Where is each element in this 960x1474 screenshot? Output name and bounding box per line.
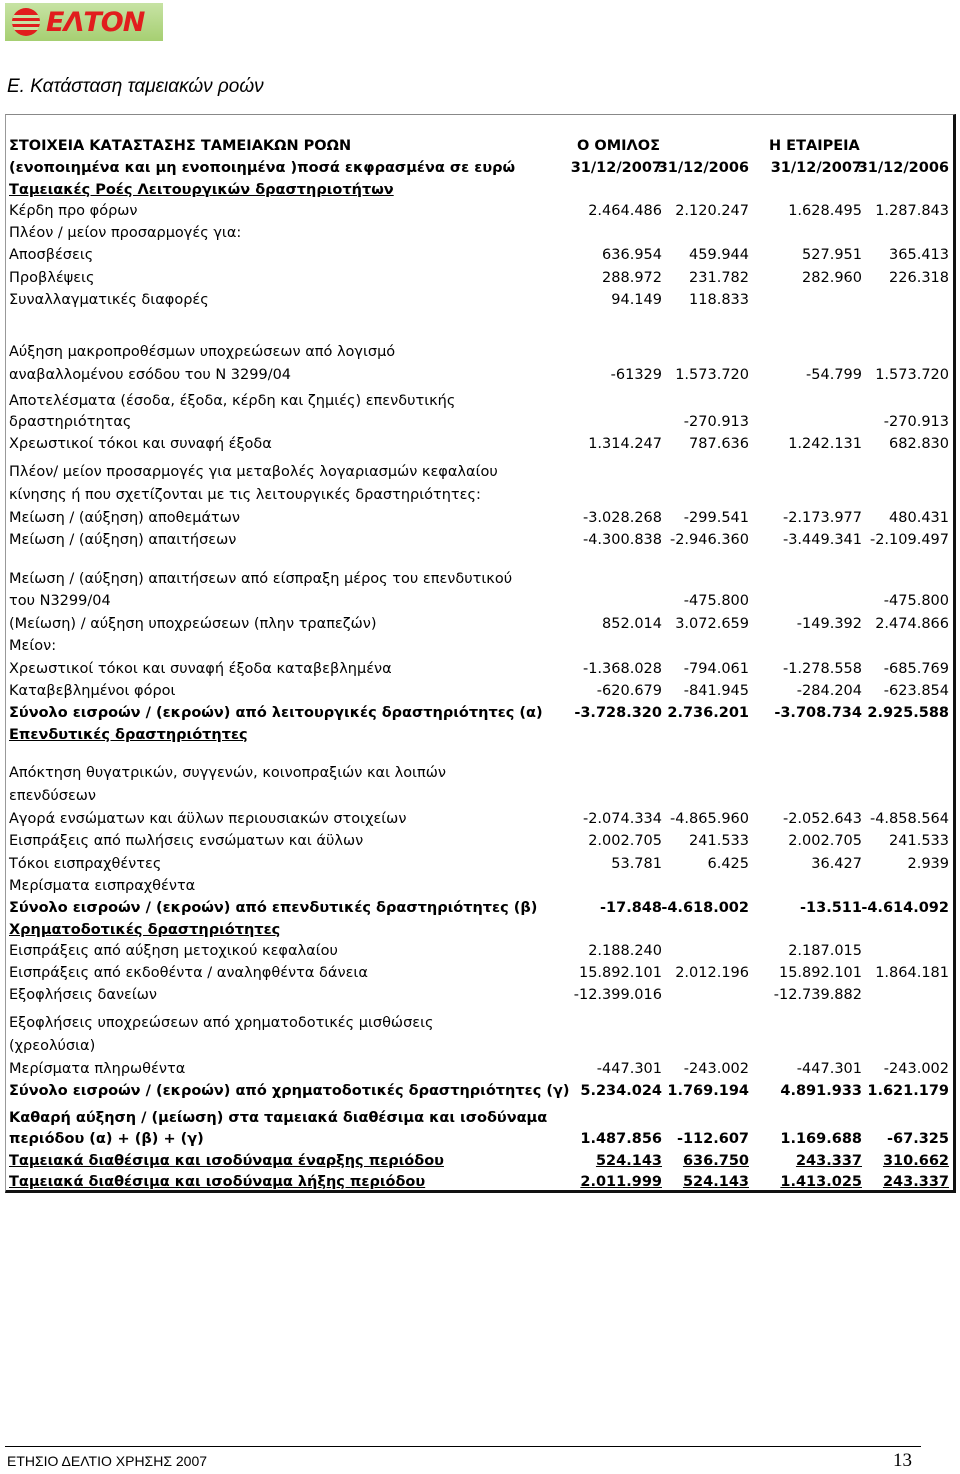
row-label: Ταμειακές Ροές Λειτουργικών δραστηριοτήτων: [9, 182, 394, 198]
table-subtitle: (ενοποιημένα και μη ενοποιημένα )ποσά εκφρασμένα σε ευρώ: [9, 160, 516, 176]
table-row: [6, 1107, 951, 1129]
row-label: Εισπράξεις από πωλήσεις ενσώματων και άϋλων: [9, 833, 364, 849]
page-number: 13: [893, 1450, 912, 1471]
row-value: -475.800: [883, 593, 949, 609]
table-row: [6, 364, 951, 386]
row-value: -794.061: [683, 661, 749, 677]
footer-title: ΕΤΗΣΙΟ ΔΕΛΤΙΟ ΧΡΗΣΗΣ 2007: [7, 1453, 208, 1469]
row-value: -841.945: [683, 683, 749, 699]
row-label: Εισπράξεις από αύξηση μετοχικού κεφαλαίου: [9, 943, 338, 959]
row-value: 2.120.247: [675, 203, 749, 219]
row-value: 36.427: [811, 856, 862, 872]
row-label: Μείωση / (αύξηση) απαιτήσεων: [9, 532, 237, 548]
table-row: [6, 200, 951, 222]
table-row: [6, 875, 951, 897]
row-value: 1.769.194: [667, 1083, 749, 1099]
row-value: 1.573.720: [875, 367, 949, 383]
row-value: 243.337: [882, 1174, 949, 1190]
row-value: -620.679: [596, 683, 662, 699]
row-value: -4.865.960: [669, 811, 749, 827]
row-value: -12.399.016: [573, 987, 662, 1003]
row-value: -2.074.334: [582, 811, 662, 827]
row-label: Καθαρή αύξηση / (μείωση) στα ταμειακά διαθέσιμα και ισοδύναμα: [9, 1110, 548, 1126]
row-value: 1.287.843: [875, 203, 949, 219]
row-value: -13.511: [800, 900, 862, 916]
row-value: -447.301: [796, 1061, 862, 1077]
row-value: -1.368.028: [582, 661, 662, 677]
row-value: -447.301: [596, 1061, 662, 1077]
row-value: -4.300.838: [582, 532, 662, 548]
row-label: Σύνολο εισροών / (εκροών) από επενδυτικές δραστηριότητες (β): [9, 900, 538, 916]
table-row: [6, 1058, 951, 1080]
date-group-2006: 31/12/2006: [657, 160, 749, 176]
row-value: -4.618.002: [661, 900, 749, 916]
table-row: [6, 919, 951, 941]
row-label: Εξοφλήσεις υποχρεώσεων από χρηματοδοτικές μισθώσεις: [9, 1015, 434, 1031]
row-value: 2.474.866: [875, 616, 949, 632]
row-value: 852.014: [602, 616, 662, 632]
row-value: 365.413: [889, 247, 949, 263]
table-row: [6, 411, 951, 433]
row-label: αναβαλλομένου εσόδου του Ν 3299/04: [9, 367, 292, 383]
row-label: Τόκοι εισπραχθέντες: [9, 856, 162, 872]
row-value: -3.728.320: [574, 705, 662, 721]
row-value: 2.464.486: [588, 203, 662, 219]
row-label: επενδύσεων: [9, 788, 97, 804]
row-value: 524.143: [595, 1153, 662, 1169]
row-value: -475.800: [683, 593, 749, 609]
table-row: [6, 1080, 951, 1102]
table-row: [6, 897, 951, 919]
row-value: 5.234.024: [580, 1083, 662, 1099]
page-title: Ε. Κατάσταση ταμειακών ροών: [7, 76, 264, 97]
table-row: [6, 613, 951, 635]
table-row: [6, 1012, 951, 1034]
row-value: 310.662: [882, 1153, 949, 1169]
date-company-2006: 31/12/2006: [857, 160, 949, 176]
row-label: περιόδου (α) + (β) + (γ): [9, 1131, 204, 1147]
row-value: 1.242.131: [788, 436, 862, 452]
row-label: Εισπράξεις από εκδοθέντα / αναληφθέντα δάνεια: [9, 965, 368, 981]
table-row: [6, 507, 951, 529]
row-label: Μείον:: [9, 638, 57, 654]
row-label: Χρηματοδοτικές δραστηριότητες: [9, 922, 281, 938]
row-label: Μερίσματα εισπραχθέντα: [9, 878, 196, 894]
row-label: (Μείωση) / αύξηση υποχρεώσεων (πλην τραπεζών): [9, 616, 377, 632]
row-value: 636.750: [682, 1153, 749, 1169]
row-value: -4.858.564: [869, 811, 949, 827]
row-value: 94.149: [611, 292, 662, 308]
row-value: 524.143: [682, 1174, 749, 1190]
table-row: [6, 1035, 951, 1057]
row-label: δραστηριότητας: [9, 414, 132, 430]
row-label: Εξοφλήσεις δανείων: [9, 987, 158, 1003]
table-row: [6, 390, 951, 412]
row-value: -4.614.092: [861, 900, 949, 916]
row-value: 527.951: [802, 247, 862, 263]
table-row: [6, 1171, 951, 1193]
table-row: [6, 1128, 951, 1150]
row-value: 118.833: [689, 292, 749, 308]
date-company-2007: 31/12/2007: [770, 160, 862, 176]
row-value: -2.173.977: [782, 510, 862, 526]
table-row: [6, 658, 951, 680]
row-value: 459.944: [689, 247, 749, 263]
table-row: [6, 962, 951, 984]
row-value: -243.002: [883, 1061, 949, 1077]
row-value: 1.314.247: [588, 436, 662, 452]
logo-text: ΕΛΤΟΝ: [46, 6, 145, 38]
row-value: 53.781: [611, 856, 662, 872]
row-value: 241.533: [889, 833, 949, 849]
row-label: Επενδυτικές δραστηριότητες: [9, 727, 248, 743]
table-row: [6, 179, 951, 201]
row-value: -149.392: [796, 616, 862, 632]
row-value: 2.736.201: [667, 705, 749, 721]
row-value: -3.028.268: [582, 510, 662, 526]
row-label: Σύνολο εισροών / (εκροών) από χρηματοδοτικές δραστηριότητες (γ): [9, 1083, 570, 1099]
row-label: Κέρδη προ φόρων: [9, 203, 138, 219]
row-value: 2.012.196: [675, 965, 749, 981]
row-label: Προβλέψεις: [9, 270, 95, 286]
row-value: 3.072.659: [675, 616, 749, 632]
row-value: -623.854: [883, 683, 949, 699]
row-label: (χρεολύσια): [9, 1038, 96, 1054]
table-header-row-2: [6, 157, 951, 179]
row-label: Καταβεβλημένοι φόροι: [9, 683, 176, 699]
row-label: Αγορά ενσώματων και άϋλων περιουσιακών στοιχείων: [9, 811, 407, 827]
table-row: [6, 461, 951, 483]
row-value: 2.939: [907, 856, 949, 872]
row-value: 1.487.856: [580, 1131, 662, 1147]
logo-mark-icon: [12, 8, 40, 36]
row-value: -1.278.558: [782, 661, 862, 677]
row-value: 1.628.495: [788, 203, 862, 219]
row-value: 2.011.999: [580, 1174, 662, 1190]
row-value: 2.187.015: [788, 943, 862, 959]
row-label: Αποσβέσεις: [9, 247, 94, 263]
table-row: [6, 529, 951, 551]
row-value: -54.799: [806, 367, 862, 383]
row-value: -67.325: [887, 1131, 949, 1147]
row-value: 2.002.705: [588, 833, 662, 849]
row-value: -2.052.643: [782, 811, 862, 827]
row-value: -270.913: [883, 414, 949, 430]
table-row: [6, 341, 951, 363]
company-header: Η ΕΤΑΙΡΕΙΑ: [769, 138, 860, 154]
company-logo: [5, 3, 163, 41]
row-value: 1.573.720: [675, 367, 749, 383]
row-value: -299.541: [683, 510, 749, 526]
table-row: [6, 244, 951, 266]
date-group-2007: 31/12/2007: [570, 160, 662, 176]
row-value: 480.431: [889, 510, 949, 526]
row-value: 15.892.101: [778, 965, 862, 981]
row-value: 682.830: [889, 436, 949, 452]
row-value: -2.109.497: [869, 532, 949, 548]
row-value: -61329: [610, 367, 662, 383]
row-value: 1.621.179: [867, 1083, 949, 1099]
table-row: [6, 289, 951, 311]
table-row: [6, 635, 951, 657]
table-header-row-1: [6, 135, 951, 157]
group-header: Ο ΟΜΙΛΟΣ: [577, 138, 660, 154]
table-row: [6, 785, 951, 807]
row-label: Ταμειακά διαθέσιμα και ισοδύναμα έναρξης περιόδου: [9, 1153, 444, 1169]
row-value: 241.533: [689, 833, 749, 849]
row-value: 1.413.025: [780, 1174, 862, 1190]
row-value: 226.318: [889, 270, 949, 286]
row-label: Απόκτηση θυγατρικών, συγγενών, κοινοπραξιών και λοιπών: [9, 765, 446, 781]
row-label: Μείωση / (αύξηση) απαιτήσεων από είσπραξη μέρος του επενδυτικού: [9, 571, 513, 587]
row-label: Συναλλαγματικές διαφορές: [9, 292, 209, 308]
row-label: Αποτελέσματα (έσοδα, έξοδα, κέρδη και ζημιές) επενδυτικής: [9, 393, 456, 409]
row-value: 282.960: [802, 270, 862, 286]
row-value: 4.891.933: [780, 1083, 862, 1099]
row-label: Μείωση / (αύξηση) αποθεμάτων: [9, 510, 241, 526]
table-row: [6, 267, 951, 289]
row-label: του Ν3299/04: [9, 593, 111, 609]
row-value: 15.892.101: [578, 965, 662, 981]
table-row: [6, 702, 951, 724]
row-label: Αύξηση μακροπροθέσμων υποχρεώσεων από λογισμό: [9, 344, 396, 360]
row-value: 243.337: [795, 1153, 862, 1169]
row-value: 6.425: [707, 856, 749, 872]
row-label: Ταμειακά διαθέσιμα και ισοδύναμα λήξης περιόδου: [9, 1174, 426, 1190]
table-row: [6, 724, 951, 746]
row-value: 1.169.688: [780, 1131, 862, 1147]
row-value: -3.708.734: [774, 705, 862, 721]
table-row: [6, 808, 951, 830]
row-label: Χρεωστικοί τόκοι και συναφή έξοδα καταβεβλημένα: [9, 661, 392, 677]
table-row: [6, 222, 951, 244]
table-row: [6, 1150, 951, 1172]
row-value: 288.972: [602, 270, 662, 286]
table-row: [6, 484, 951, 506]
table-row: [6, 568, 951, 590]
row-label: κίνησης ή που σχετίζονται με τις λειτουργικές δραστηριότητες:: [9, 487, 481, 503]
table-row: [6, 830, 951, 852]
row-value: -17.848: [600, 900, 662, 916]
row-value: 787.636: [689, 436, 749, 452]
row-value: -284.204: [796, 683, 862, 699]
row-value: -112.607: [676, 1131, 749, 1147]
row-value: 2.188.240: [588, 943, 662, 959]
table-row: [6, 940, 951, 962]
table-row: [6, 680, 951, 702]
row-value: 2.925.588: [867, 705, 949, 721]
row-label: Σύνολο εισροών / (εκροών) από λειτουργικές δραστηριότητες (α): [9, 705, 543, 721]
row-value: 231.782: [689, 270, 749, 286]
row-label: Πλέον/ μείον προσαρμογές για μεταβολές λογαριασμών κεφαλαίου: [9, 464, 498, 480]
row-value: 636.954: [602, 247, 662, 263]
table-title: ΣΤΟΙΧΕΙΑ ΚΑΤΑΣΤΑΣΗΣ ΤΑΜΕΙΑΚΩΝ ΡΟΩΝ: [9, 138, 352, 154]
row-value: -243.002: [683, 1061, 749, 1077]
table-row: [6, 590, 951, 612]
table-row: [6, 433, 951, 455]
row-value: -685.769: [883, 661, 949, 677]
row-value: -3.449.341: [782, 532, 862, 548]
table-row: [6, 762, 951, 784]
row-value: -270.913: [683, 414, 749, 430]
row-label: Μερίσματα πληρωθέντα: [9, 1061, 186, 1077]
row-label: Πλέον / μείον προσαρμογές για:: [9, 225, 242, 241]
row-label: Χρεωστικοί τόκοι και συναφή έξοδα: [9, 436, 272, 452]
footer-divider: [5, 1446, 921, 1447]
table-row: [6, 984, 951, 1006]
row-value: 1.864.181: [875, 965, 949, 981]
row-value: -2.946.360: [669, 532, 749, 548]
table-row: [6, 853, 951, 875]
row-value: 2.002.705: [788, 833, 862, 849]
row-value: -12.739.882: [773, 987, 862, 1003]
cash-flow-table: [5, 114, 956, 1193]
